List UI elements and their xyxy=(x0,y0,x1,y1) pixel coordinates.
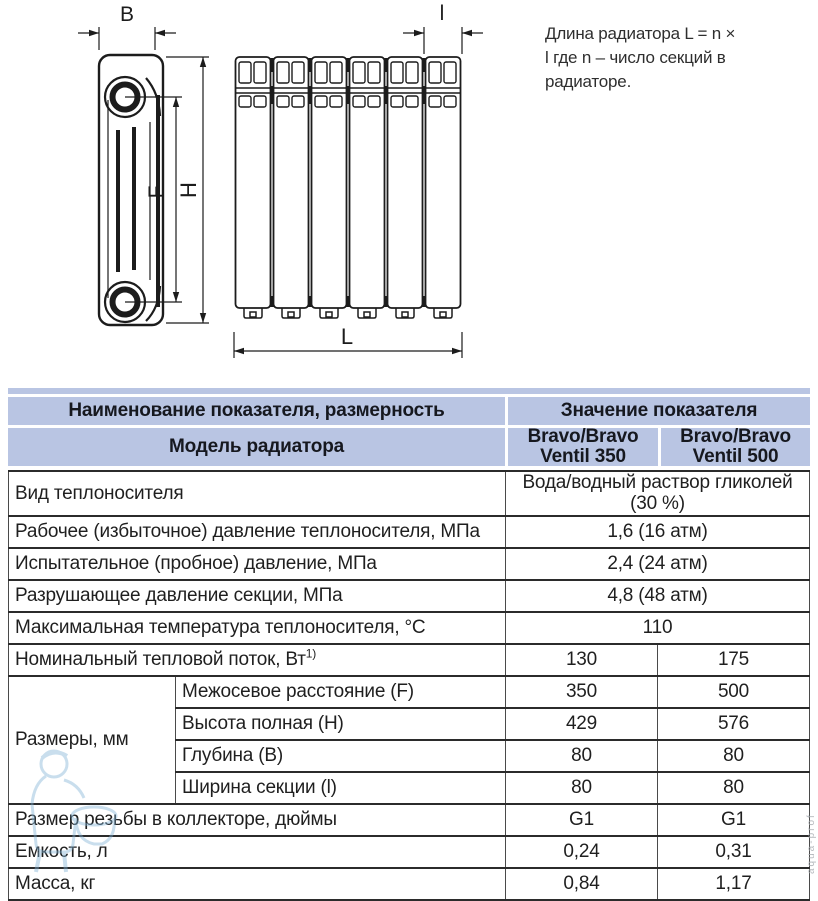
row-value-350: 80 xyxy=(506,772,658,804)
header-name-col: Наименование показателя, размерность xyxy=(8,397,505,425)
row-label: Межосевое расстояние (F) xyxy=(176,676,506,708)
dimension-l xyxy=(234,324,462,358)
row-value: Вода/водный раствор гликолей (30 %) xyxy=(506,471,810,516)
row-label: Размер резьбы в коллекторе, дюймы xyxy=(9,804,506,836)
row-value-350: 0,24 xyxy=(506,836,658,868)
row-label: Разрушающее давление секции, МПа xyxy=(9,580,506,612)
table-row xyxy=(9,471,810,516)
site-watermark: aqua-prof xyxy=(806,813,817,874)
sizes-group-label: Размеры, мм xyxy=(9,676,176,804)
table-top-strip xyxy=(8,388,810,394)
row-label: Глубина (B) xyxy=(176,740,506,772)
length-formula-note: Длина радиатора L = n × l где n – число секций в радиаторе. xyxy=(545,24,736,91)
dimension-label-l: L xyxy=(340,324,354,349)
row-value-500: 80 xyxy=(658,740,810,772)
table-row xyxy=(9,676,810,708)
row-label-text: Номинальный тепловой поток, Вт xyxy=(15,648,306,670)
row-value: 4,8 (48 атм) xyxy=(506,580,810,612)
row-label: Емкость, л xyxy=(9,836,506,868)
row-value-350: 350 xyxy=(506,676,658,708)
row-value-500: 175 xyxy=(658,644,810,676)
table-row xyxy=(9,580,810,612)
header-value-col: Значение показателя xyxy=(508,397,810,425)
dimension-label-f: F xyxy=(145,185,168,199)
row-label: Рабочее (избыточное) давление теплоносителя, МПа xyxy=(9,516,506,548)
row-value: 2,4 (24 атм) xyxy=(506,548,810,580)
row-value-500: 0,31 xyxy=(658,836,810,868)
row-label: Масса, кг xyxy=(9,868,506,900)
row-value-350: 429 xyxy=(506,708,658,740)
table-row xyxy=(9,548,810,580)
dimension-label-b: B xyxy=(119,3,135,26)
row-value-500: 1,17 xyxy=(658,868,810,900)
radiator-front-view xyxy=(236,57,461,318)
footnote-marker: 1) xyxy=(305,646,316,661)
table-row xyxy=(9,644,810,676)
row-value: 110 xyxy=(506,612,810,644)
row-label: Вид теплоносителя xyxy=(9,471,506,516)
row-label: Испытательное (пробное) давление, МПа xyxy=(9,548,506,580)
header-model-label: Модель радиатора xyxy=(8,428,505,466)
row-value-500: G1 xyxy=(658,804,810,836)
row-value-500: 80 xyxy=(658,772,810,804)
table-header-row-1 xyxy=(8,397,810,425)
row-label: Высота полная (H) xyxy=(176,708,506,740)
plumber-watermark-icon xyxy=(6,738,136,878)
row-label: Максимальная температура теплоносителя, °С xyxy=(9,612,506,644)
table-header-row-2 xyxy=(8,428,810,466)
row-label: Ширина секции (l) xyxy=(176,772,506,804)
table-row xyxy=(9,612,810,644)
header-model-500: Bravo/Bravo Ventil 500 xyxy=(661,428,810,466)
dimension-label-h: H xyxy=(176,182,201,198)
table-row xyxy=(9,516,810,548)
row-value-350: 0,84 xyxy=(506,868,658,900)
row-value-350: G1 xyxy=(506,804,658,836)
header-model-350: Bravo/Bravo Ventil 350 xyxy=(508,428,658,466)
dimension-label-i: l xyxy=(439,2,445,25)
dimension-b xyxy=(78,3,176,50)
row-value-350: 130 xyxy=(506,644,658,676)
row-value-500: 576 xyxy=(658,708,810,740)
row-value-500: 500 xyxy=(658,676,810,708)
dimension-i xyxy=(403,2,483,54)
row-label xyxy=(9,644,506,676)
row-value: 1,6 (16 атм) xyxy=(506,516,810,548)
row-value-350: 80 xyxy=(506,740,658,772)
